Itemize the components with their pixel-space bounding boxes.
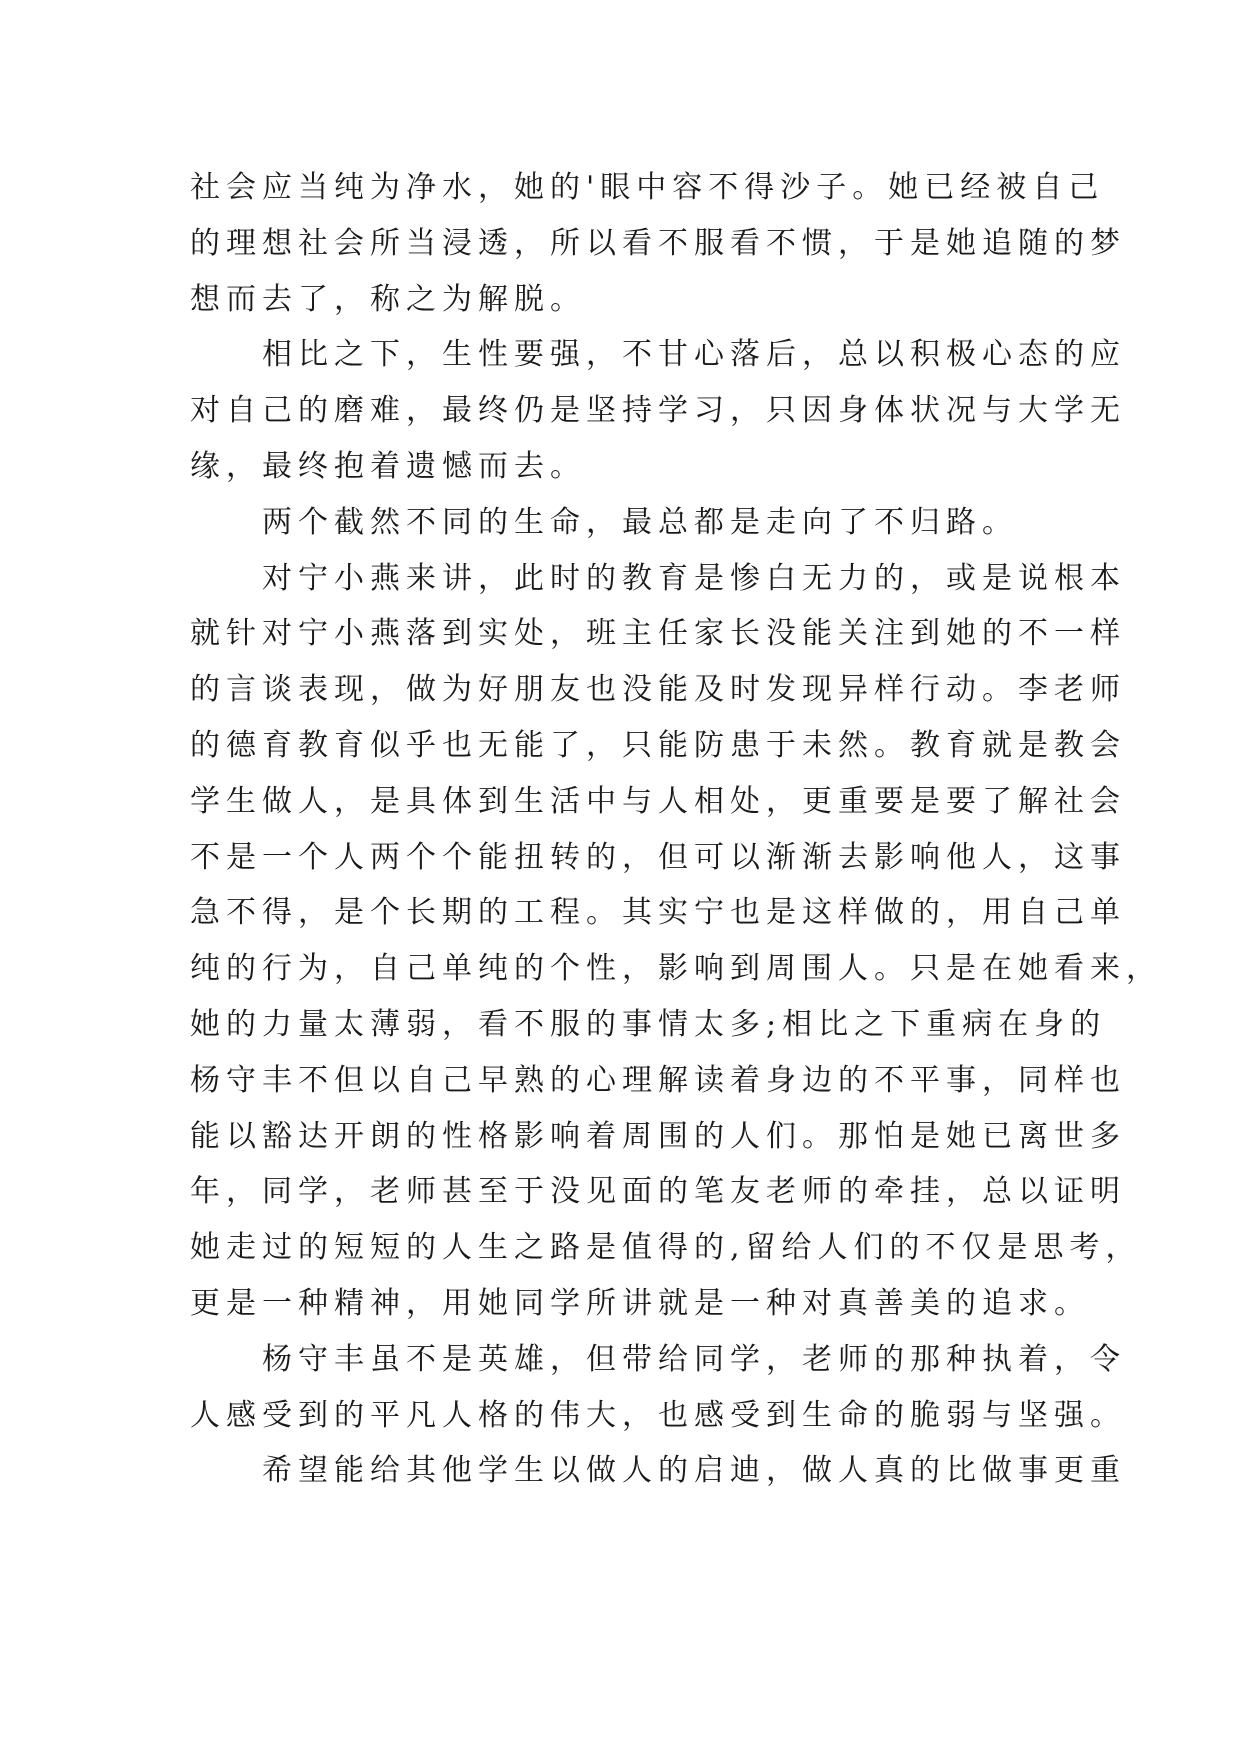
text-line: 缘，最终抱着遗憾而去。 [190, 448, 586, 484]
text-line: 的德育教育似乎也无能了，只能防患于未然。教育就是教会 [190, 727, 1126, 763]
text-line: 急不得，是个长期的工程。其实宁也是这样做的，用自己单 [190, 895, 1126, 931]
paragraph [190, 160, 1126, 327]
text-line: 不是一个人两个个能扭转的，但可以渐渐去影响他人，这事 [190, 839, 1126, 875]
text-line: 对宁小燕来讲，此时的教育是惨白无力的，或是说根本 [190, 560, 1126, 596]
text-line: 就针对宁小燕落到实处，班主任家长没能关注到她的不一样 [190, 616, 1126, 652]
text-line: 年，同学，老师甚至于没见面的笔友老师的牵挂，总以证明 [190, 1174, 1126, 1210]
text-line: 希望能给其他学生以做人的启迪，做人真的比做事更重 [190, 1453, 1126, 1489]
text-line: 两个截然不同的生命，最总都是走向了不归路。 [190, 504, 1018, 540]
paragraph [190, 495, 1070, 551]
paragraph [190, 1443, 1126, 1499]
text-line: 想而去了，称之为解脱。 [190, 281, 586, 317]
text-line: 能以豁达开朗的性格影响着周围的人们。那怕是她已离世多 [190, 1118, 1126, 1154]
text-line: 纯的行为，自己单纯的个性，影响到周围人。只是在她看来， [190, 951, 1162, 987]
paragraph [190, 551, 1162, 1332]
text-line: 的理想社会所当浸透，所以看不服看不惯，于是她追随的梦 [190, 225, 1126, 261]
text-line: 学生做人，是具体到生活中与人相处，更重要是要了解社会 [190, 783, 1126, 819]
text-line: 她走过的短短的人生之路是值得的,留给人们的不仅是思考， [190, 1230, 1142, 1266]
text-line: 她的力量太薄弱，看不服的事情太多;相比之下重病在身的 [190, 1006, 1107, 1042]
text-line: 相比之下，生性要强，不甘心落后，总以积极心态的应 [190, 337, 1126, 373]
text-line: 人感受到的平凡人格的伟大，也感受到生命的脆弱与坚强。 [190, 1397, 1126, 1433]
text-line: 的言谈表现，做为好朋友也没能及时发现异样行动。李老师 [190, 672, 1126, 708]
document-body [190, 160, 1162, 1499]
paragraph [190, 327, 1126, 494]
text-line: 社会应当纯为净水，她的'眼中容不得沙子。她已经被自己 [190, 170, 1105, 205]
text-line: 更是一种精神，用她同学所讲就是一种对真善美的追求。 [190, 1285, 1090, 1321]
paragraph [190, 1332, 1126, 1444]
text-line: 对自己的磨难，最终仍是坚持学习，只因身体状况与大学无 [190, 393, 1126, 429]
text-line: 杨守丰虽不是英雄，但带给同学，老师的那种执着，令 [190, 1341, 1126, 1377]
text-line: 杨守丰不但以自己早熟的心理解读着身边的不平事，同样也 [190, 1062, 1126, 1098]
